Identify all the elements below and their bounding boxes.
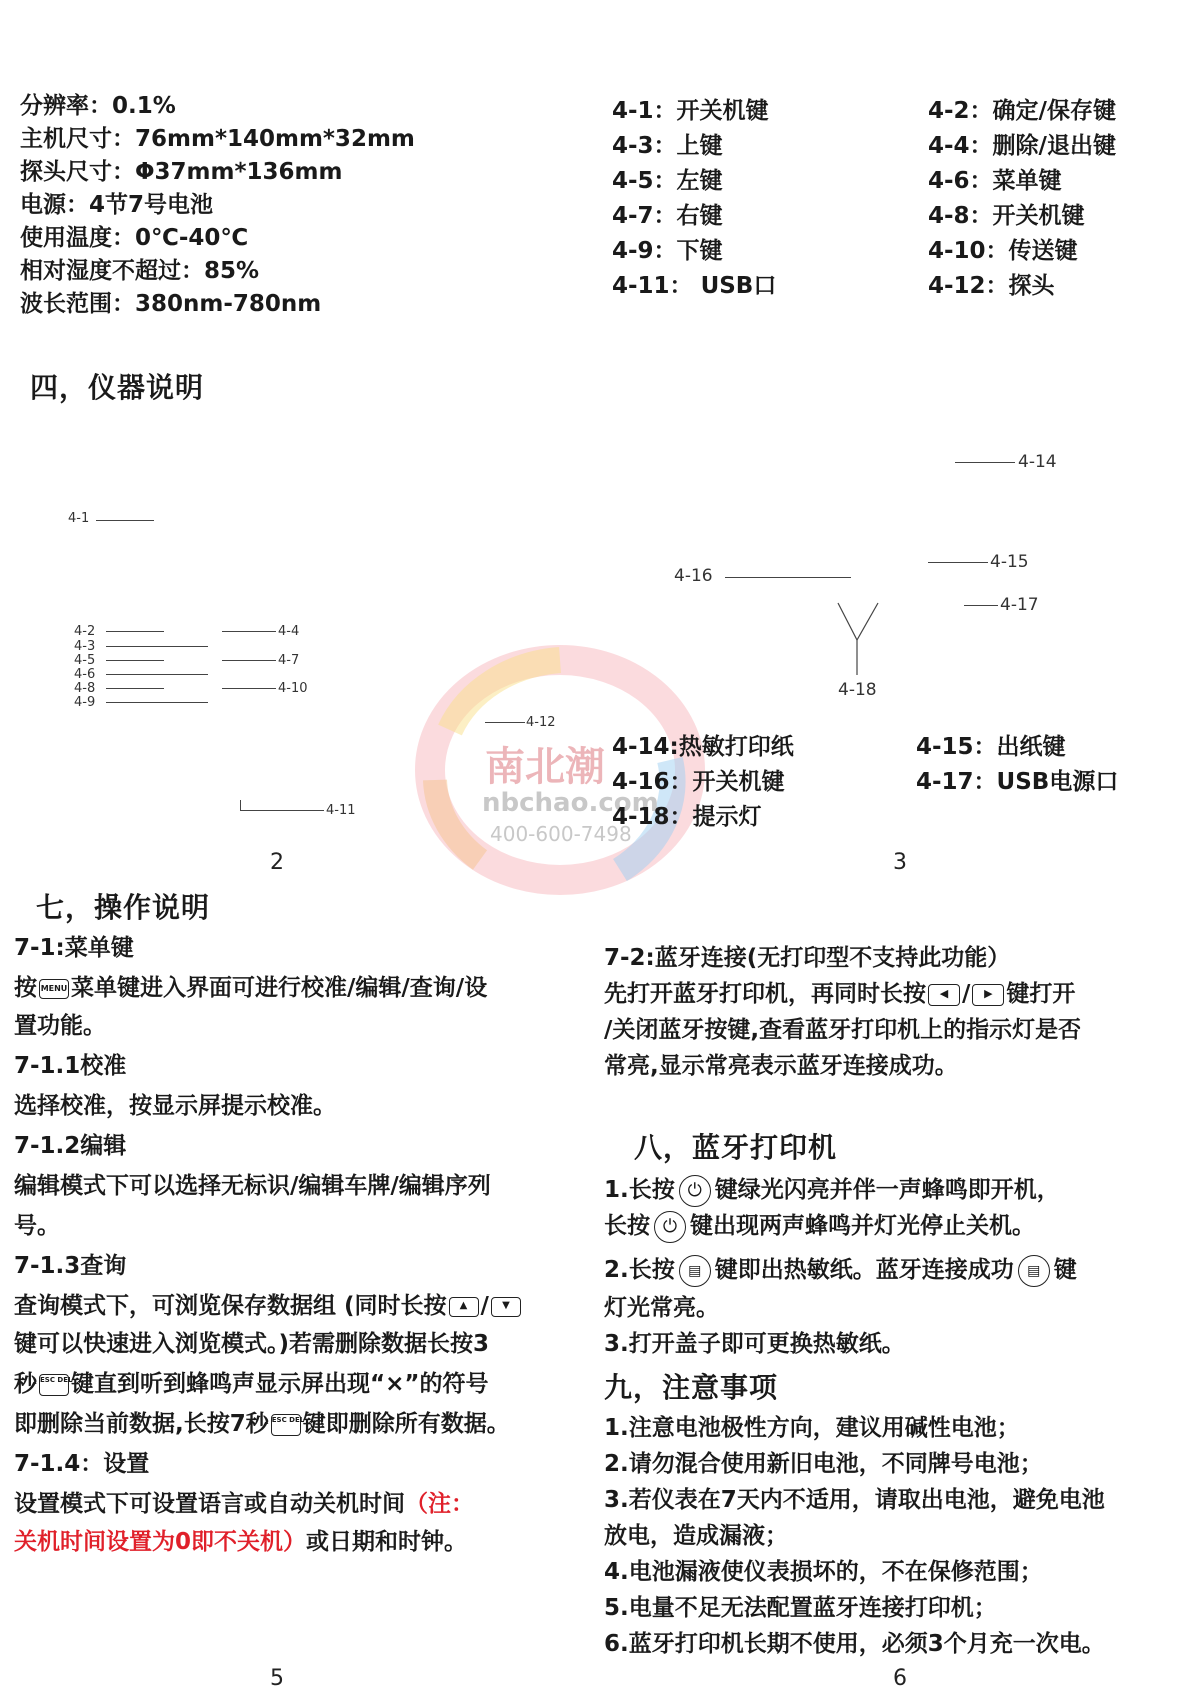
section-7-1-3-line4: 即删除当前数据,长按7秒 ESC DEL键即删除所有数据。: [14, 1411, 510, 1437]
callout-4-16: 4-16: [674, 566, 713, 586]
spec-humidity: 相对湿度不超过：85%: [20, 258, 260, 284]
key-4-11: 4-11： USB口: [612, 273, 777, 299]
leader-line: [106, 660, 164, 661]
section-7-2-title: 7-2:蓝牙连接(无打印型不支持此功能）: [604, 945, 1011, 971]
section-7-1-1-title: 7-1.1校准: [14, 1053, 127, 1079]
key-4-6: 4-6：菜单键: [928, 168, 1062, 194]
callout-4-7: 4-7: [278, 653, 300, 668]
callout-4-11: 4-11: [326, 803, 356, 818]
section-7-1-1-text: 选择校准，按显示屏提示校准。: [14, 1093, 336, 1119]
left-key-icon: ◀: [928, 984, 960, 1006]
section-7-1-2-line2: 号。: [14, 1213, 60, 1239]
key-4-9: 4-9：下键: [612, 238, 723, 264]
leader-line: [106, 631, 164, 632]
section-7-2-line2: /关闭蓝牙按键,查看蓝牙打印机上的指示灯是否: [604, 1017, 1082, 1043]
section-4-title: 四，仪器说明: [30, 371, 205, 404]
leader-line: [222, 688, 276, 689]
notice-item: 5.电量不足无法配置蓝牙连接打印机；: [604, 1595, 997, 1621]
key-4-5: 4-5：左键: [612, 168, 723, 194]
section-7-1-4-line2: 关机时间设置为0即不关机）或日期和时钟。: [14, 1529, 468, 1555]
power-icon: ⏻: [654, 1211, 686, 1243]
callout-4-2: 4-2: [74, 624, 96, 639]
section-8-item2-line2: 灯光常亮。: [604, 1295, 719, 1321]
leader-line: [240, 810, 324, 811]
power-icon: ⏻: [679, 1175, 711, 1207]
key-4-3: 4-3：上键: [612, 133, 723, 159]
section-7-1-line2: 置功能。: [14, 1013, 106, 1039]
section-8-item1-line1: 1.长按 ⏻ 键绿光闪亮并伴一声蜂鸣即开机，: [604, 1172, 1060, 1208]
indicator-pointer-icon: [835, 600, 885, 680]
leader-line: [928, 562, 988, 563]
section-7-1-3-title: 7-1.3查询: [14, 1253, 127, 1279]
section-7-2-line3: 常亮,显示常亮表示蓝牙连接成功。: [604, 1053, 958, 1079]
down-key-icon: ▼: [491, 1297, 521, 1317]
leader-line: [222, 631, 276, 632]
section-7-1-line1: 按 MENU 菜单键进入界面可进行校准/编辑/查询/设: [14, 975, 488, 1001]
key-4-1: 4-1：开关机键: [612, 98, 769, 124]
esc-del-key-icon: ESC DEL: [39, 1374, 69, 1396]
leader-line: [106, 688, 164, 689]
esc-del-key-icon: ESC DEL: [271, 1414, 301, 1436]
notice-item: 3.若仪表在7天内不适用，请取出电池，避免电池: [604, 1487, 1105, 1513]
paper-feed-icon: ▤: [1018, 1255, 1050, 1287]
callout-4-5: 4-5: [74, 653, 96, 668]
leader-line: [955, 462, 1015, 463]
callout-4-3: 4-3: [74, 639, 96, 654]
notice-item: 4.电池漏液使仪表损坏的，不在保修范围；: [604, 1559, 1043, 1585]
key-4-18: 4-18：提示灯: [612, 804, 762, 830]
menu-key-icon: MENU: [39, 979, 69, 999]
paper-feed-icon: ▤: [679, 1255, 711, 1287]
section-7-1-title: 7-1:菜单键: [14, 935, 134, 961]
callout-4-15: 4-15: [990, 552, 1029, 572]
page-number: 6: [893, 1666, 907, 1691]
section-7-1-2-title: 7-1.2编辑: [14, 1133, 127, 1159]
callout-4-14: 4-14: [1018, 452, 1057, 472]
leader-line: [106, 674, 208, 675]
callout-4-10: 4-10: [278, 681, 308, 696]
spec-probe-size: 探头尺寸：Φ37mm*136mm: [20, 159, 343, 185]
section-7-1-2-line1: 编辑模式下可以选择无标识/编辑车牌/编辑序列: [14, 1173, 491, 1199]
leader-line: [222, 660, 276, 661]
leader-line: [96, 520, 154, 521]
section-7-1-4-line1: 设置模式下可设置语言或自动关机时间（注：: [14, 1491, 474, 1517]
section-7-title: 七，操作说明: [36, 891, 211, 924]
key-4-14: 4-14:热敏打印纸: [612, 734, 794, 760]
spec-power: 电源：4节7号电池: [20, 192, 214, 218]
key-4-16: 4-16：开关机键: [612, 769, 785, 795]
page-number: 3: [893, 850, 907, 875]
key-4-15: 4-15：出纸键: [916, 734, 1066, 760]
callout-4-9: 4-9: [74, 695, 96, 710]
key-4-8: 4-8：开关机键: [928, 203, 1085, 229]
leader-line: [240, 800, 241, 810]
section-7-1-3-line3: 秒 ESC DEL键直到听到蜂鸣声显示屏出现“×”的符号: [14, 1371, 489, 1397]
watermark-site: nbchao.com: [482, 788, 659, 818]
section-8-item1-line2: 长按 ⏻ 键出现两声蜂鸣并灯光停止关机。: [604, 1208, 1035, 1244]
up-key-icon: ▲: [449, 1297, 479, 1317]
leader-line: [106, 646, 208, 647]
notice-item: 2.请勿混合使用新旧电池，不同牌号电池；: [604, 1451, 1043, 1477]
watermark-phone: 400-600-7498: [490, 822, 632, 846]
callout-4-18: 4-18: [838, 680, 877, 700]
callout-4-8: 4-8: [74, 681, 96, 696]
section-8-item3: 3.打开盖子即可更换热敏纸。: [604, 1331, 905, 1357]
callout-4-1: 4-1: [68, 511, 90, 526]
key-4-12: 4-12：探头: [928, 273, 1055, 299]
callout-4-4: 4-4: [278, 624, 300, 639]
key-4-4: 4-4：删除/退出键: [928, 133, 1116, 159]
key-4-2: 4-2：确定/保存键: [928, 98, 1116, 124]
page-number: 2: [270, 850, 284, 875]
leader-line: [964, 605, 998, 606]
section-9-title: 九，注意事项: [604, 1371, 779, 1404]
key-4-10: 4-10：传送键: [928, 238, 1078, 264]
watermark-brand: 南北潮: [485, 743, 605, 790]
section-7-1-3-line1: 查询模式下，可浏览保存数据组 (同时长按 ▲ / ▼: [14, 1288, 523, 1324]
section-8-item2-line1: 2.长按 ▤ 键即出热敏纸。蓝牙连接成功 ▤ 键: [604, 1252, 1077, 1288]
leader-line: [485, 722, 525, 723]
section-7-1-4-title: 7-1.4：设置: [14, 1451, 150, 1477]
section-7-2-line1: 先打开蓝牙打印机，再同时长按 ◀ / ▶ 键打开: [604, 981, 1076, 1007]
notice-item: 放电，造成漏液；: [604, 1523, 788, 1549]
callout-4-12: 4-12: [526, 715, 556, 730]
notice-item: 1.注意电池极性方向，建议用碱性电池；: [604, 1415, 1020, 1441]
callout-4-6: 4-6: [74, 667, 96, 682]
notice-item: 6.蓝牙打印机长期不使用，必须3个月充一次电。: [604, 1631, 1105, 1657]
spec-temperature: 使用温度：0℃-40℃: [20, 225, 249, 251]
spec-host-size: 主机尺寸：76mm*140mm*32mm: [20, 126, 415, 152]
key-4-7: 4-7：右键: [612, 203, 723, 229]
spec-resolution: 分辨率：0.1%: [20, 93, 176, 119]
leader-line: [725, 577, 851, 578]
section-8-title: 八，蓝牙打印机: [634, 1131, 838, 1164]
key-4-17: 4-17：USB电源口: [916, 769, 1119, 795]
callout-4-17: 4-17: [1000, 595, 1039, 615]
leader-line: [106, 702, 208, 703]
right-key-icon: ▶: [972, 984, 1004, 1006]
page-number: 5: [270, 1666, 284, 1691]
spec-wavelength: 波长范围：380nm-780nm: [20, 291, 322, 317]
section-7-1-3-line2: 键可以快速进入浏览模式。)若需删除数据长按3: [14, 1331, 490, 1357]
